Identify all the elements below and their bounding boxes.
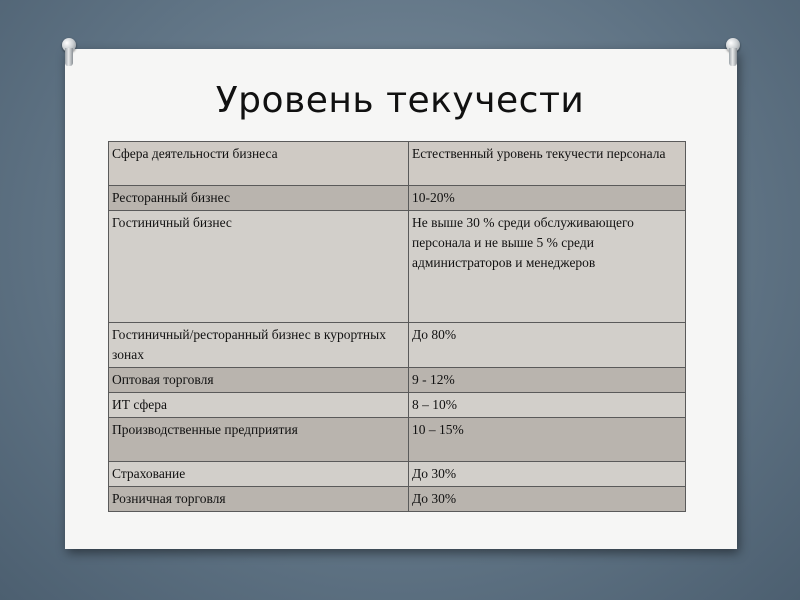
- table-cell: ИТ сфера: [109, 393, 409, 418]
- slide-title: Уровень текучести: [215, 80, 585, 121]
- table-cell: Оптовая торговля: [109, 368, 409, 393]
- turnover-table: [108, 141, 686, 512]
- table-row: [109, 186, 686, 211]
- table-row: [109, 418, 686, 462]
- pushpin-icon: [62, 38, 76, 68]
- table-cell: 9 - 12%: [409, 368, 686, 393]
- table-row: [109, 323, 686, 368]
- table-cell: 10-20%: [409, 186, 686, 211]
- table-header-row: [109, 142, 686, 186]
- table-row: [109, 393, 686, 418]
- table-header-cell: Сфера деятельности бизнеса: [109, 142, 409, 186]
- table-cell: Не выше 30 % среди обслуживающего персонала и не выше 5 % среди администраторов и менеджеров: [409, 211, 686, 323]
- table-row: [109, 487, 686, 512]
- table-cell: Производственные предприятия: [109, 418, 409, 462]
- pushpin-icon: [726, 38, 740, 68]
- table-cell: До 80%: [409, 323, 686, 368]
- table-header-cell: Естественный уровень текучести персонала: [409, 142, 686, 186]
- table-cell: 8 – 10%: [409, 393, 686, 418]
- table-cell: Гостиничный бизнес: [109, 211, 409, 323]
- table-row: [109, 462, 686, 487]
- table-cell: Ресторанный бизнес: [109, 186, 409, 211]
- table-row: [109, 368, 686, 393]
- table-cell: До 30%: [409, 487, 686, 512]
- table-cell: Гостиничный/ресторанный бизнес в курортных зонах: [109, 323, 409, 368]
- table-cell: 10 – 15%: [409, 418, 686, 462]
- table-cell: Розничная торговля: [109, 487, 409, 512]
- table-cell: Страхование: [109, 462, 409, 487]
- table-row: [109, 211, 686, 323]
- table-cell: До 30%: [409, 462, 686, 487]
